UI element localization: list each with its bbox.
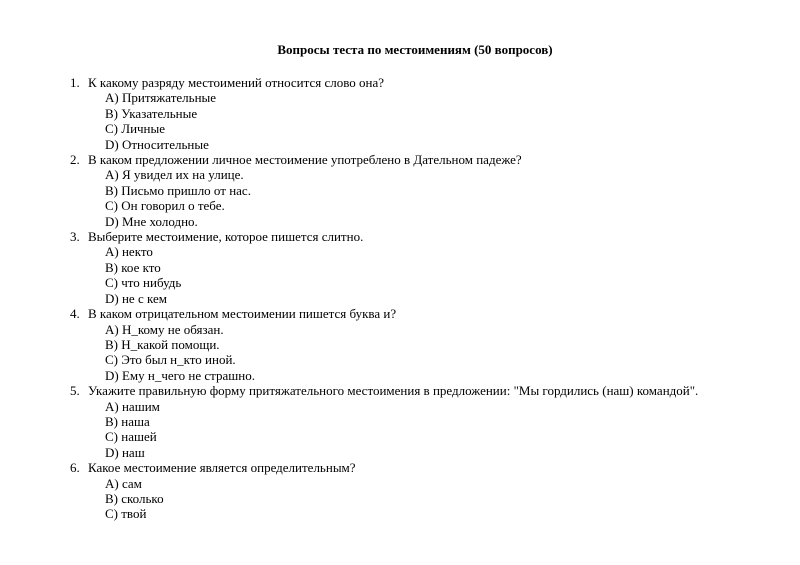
option-item: D) Относительные [105, 136, 209, 152]
option-item: D) наш [105, 444, 145, 460]
option-list [70, 244, 790, 306]
option-item: A) сам [105, 475, 142, 491]
option-item: B) сколько [105, 490, 164, 506]
option-item: C) нашей [105, 429, 157, 445]
question-number: 2. [70, 152, 80, 168]
option-list [70, 322, 790, 384]
option-list [70, 476, 790, 522]
option-item: C) Личные [105, 121, 166, 137]
option-item: B) Н_какой помощи. [105, 336, 220, 352]
option-item: B) Письмо пришло от нас. [105, 182, 251, 198]
option-list [70, 90, 790, 152]
option-item: A) некто [105, 244, 153, 260]
question-number: 5. [70, 383, 80, 399]
option-item: C) твой [105, 506, 147, 522]
option-item: D) Мне холодно. [105, 213, 198, 229]
question-text: Выберите местоимение, которое пишется слитно. [88, 229, 364, 245]
question-line [70, 229, 790, 244]
question-item [70, 306, 790, 383]
option-item: C) Он говорил о тебе. [105, 198, 225, 214]
question-item [70, 229, 790, 306]
option-item: D) не с кем [105, 290, 167, 306]
question-text: В каком отрицательном местоимении пишется буква и? [88, 306, 397, 322]
option-item: A) Я увидел их на улице. [105, 167, 244, 183]
question-list [70, 75, 790, 522]
option-item: A) Притяжательные [105, 90, 217, 106]
option-item: B) кое кто [105, 259, 161, 275]
option-item: C) что нибудь [105, 275, 182, 291]
question-number: 3. [70, 229, 80, 245]
question-line [70, 152, 790, 167]
option-list [70, 399, 790, 461]
question-line [70, 306, 790, 321]
question-item [70, 75, 790, 152]
question-item [70, 383, 790, 460]
option-item: C) Это был н_кто иной. [105, 352, 236, 368]
option-list [70, 167, 790, 229]
option-item: D) Ему н_чего не страшно. [105, 367, 255, 383]
question-item [70, 460, 790, 522]
option-item: A) Н_кому не обязан. [105, 321, 224, 337]
option-item: B) Указательные [105, 105, 198, 121]
question-number: 4. [70, 306, 80, 322]
question-line [70, 75, 790, 90]
question-number: 1. [70, 75, 80, 90]
question-line [70, 383, 790, 398]
page-title: Вопросы теста по местоимениям (50 вопросов) [277, 42, 553, 57]
question-text: Какое местоимение является определительным? [88, 460, 356, 476]
question-line [70, 460, 790, 475]
question-text: В каком предложении личное местоимение употреблено в Дательном падеже? [88, 152, 522, 168]
question-text: К какому разряду местоимений относится слово она? [88, 75, 385, 90]
option-item: B) наша [105, 413, 150, 429]
question-item [70, 152, 790, 229]
question-text: Укажите правильную форму притяжательного местоимения в предложении: "Мы гордились (наш) командой". [88, 383, 699, 399]
option-item: A) нашим [105, 398, 160, 414]
question-number: 6. [70, 460, 80, 476]
